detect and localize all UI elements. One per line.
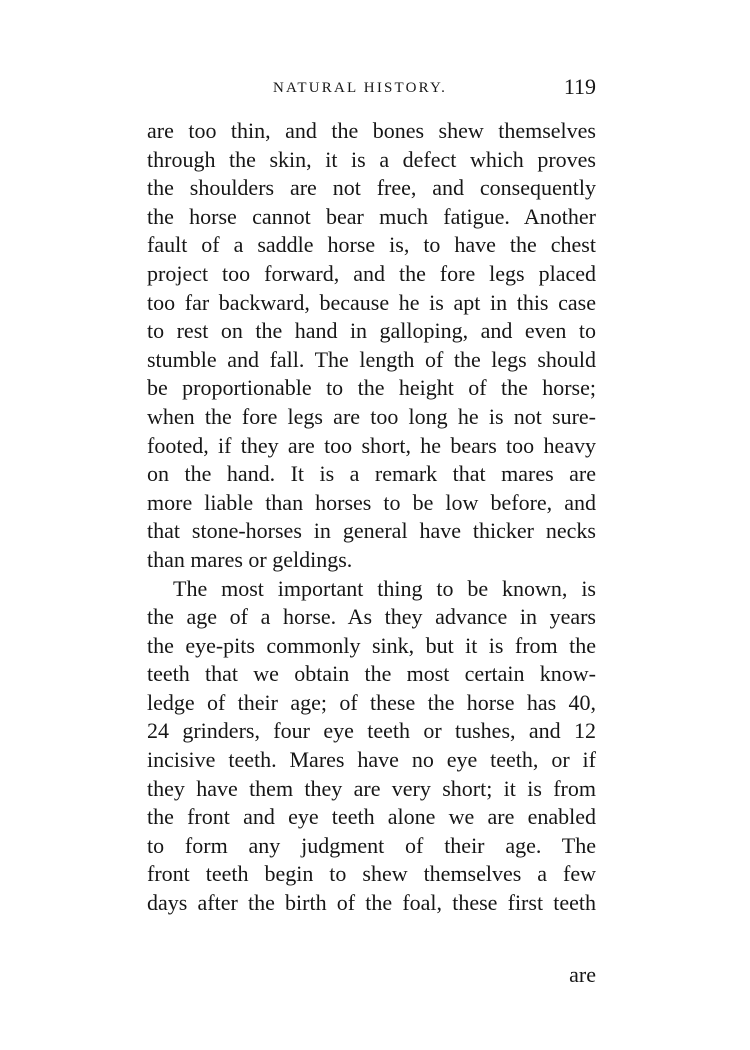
text-line: the front and eye teeth alone we are enabled bbox=[147, 804, 596, 830]
paragraph-end-line: than mares or geldings. bbox=[147, 546, 353, 572]
text-line: footed, if they are too short, he bears too heavy bbox=[147, 432, 596, 458]
text-line: fault of a saddle horse is, to have the chest bbox=[147, 232, 596, 258]
text-line: through the skin, it is a defect which proves bbox=[147, 146, 596, 172]
text-line: the age of a horse. As they advance in years bbox=[147, 604, 596, 630]
text-line: 24 grinders, four eye teeth or tushes, and 12 bbox=[147, 718, 596, 744]
text-line: be proportionable to the height of the horse; bbox=[147, 375, 596, 401]
text-line: too far backward, because he is apt in this case bbox=[147, 289, 596, 315]
text-line: the shoulders are not free, and consequently bbox=[147, 175, 596, 201]
text-line: the horse cannot bear much fatigue. Another bbox=[147, 203, 596, 229]
running-head bbox=[147, 74, 596, 108]
text-line: ledge of their age; of these the horse has 40, bbox=[147, 689, 596, 715]
catchword: are bbox=[569, 962, 596, 987]
text-line: days after the birth of the foal, these first teeth bbox=[147, 890, 596, 916]
text-line: are too thin, and the bones shew themselves bbox=[147, 118, 596, 143]
page-number: 119 bbox=[563, 74, 596, 99]
text-line: front teeth begin to shew themselves a few bbox=[147, 861, 596, 887]
text-line: that stone-horses in general have thicker necks bbox=[147, 518, 596, 544]
body-text bbox=[147, 117, 596, 918]
text-line: when the fore legs are too long he is not sure- bbox=[147, 403, 596, 429]
text-line: incisive teeth. Mares have no eye teeth, or if bbox=[147, 747, 596, 773]
paragraph-start-line: The most important thing to be known, is bbox=[173, 575, 596, 601]
text-line: more liable than horses to be low before, and bbox=[147, 489, 596, 515]
text-line: on the hand. It is a remark that mares are bbox=[147, 461, 596, 487]
text-line: they have them they are very short; it is from bbox=[147, 775, 596, 801]
text-line: the eye-pits commonly sink, but it is from the bbox=[147, 632, 596, 658]
text-line: teeth that we obtain the most certain know- bbox=[147, 661, 596, 687]
text-line: project too forward, and the fore legs placed bbox=[147, 260, 596, 286]
running-head-title: NATURAL HISTORY. bbox=[273, 80, 448, 96]
text-line: stumble and fall. The length of the legs should bbox=[147, 346, 596, 372]
text-line: to form any judgment of their age. The bbox=[147, 832, 596, 858]
text-line: to rest on the hand in galloping, and even to bbox=[147, 318, 596, 344]
